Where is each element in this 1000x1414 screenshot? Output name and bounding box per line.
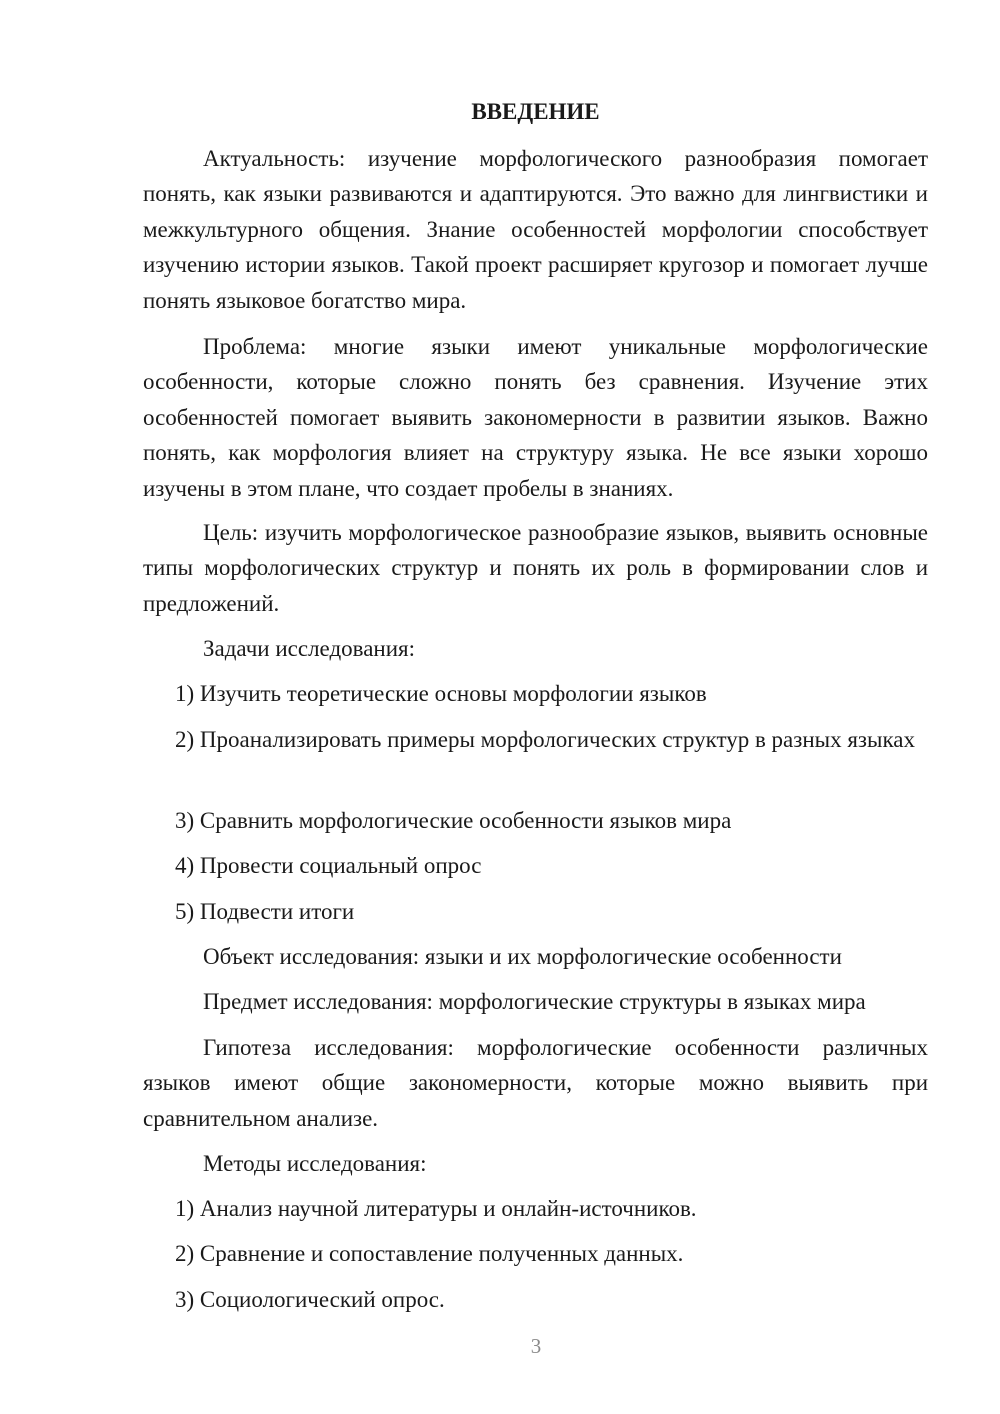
- relevance-paragraph: Актуальность: изучение морфологического разнообразия помогает понять, как языки развиваются и адаптируются. Это важно для лингвистики и межкультурного общения. Знание особенностей морфологии способствует изучению истории языков. Такой проект расширяет кругозор и помогает лучше понять языковое богатство мира.: [143, 146, 928, 313]
- hypothesis-paragraph: Гипотеза исследования: морфологические особенности различных языков имеют общие закономерности, которые можно выявить при сравнительном анализе.: [143, 1035, 928, 1131]
- methods-heading: Методы исследования:: [203, 1151, 427, 1176]
- task-item-3: 3) Сравнить морфологические особенности языков мира: [175, 808, 732, 833]
- tasks-heading: Задачи исследования:: [203, 636, 416, 661]
- method-item-3: 3) Социологический опрос.: [175, 1287, 445, 1312]
- task-item-1: 1) Изучить теоретические основы морфологии языков: [175, 681, 707, 706]
- page-heading: ВВЕДЕНИЕ: [471, 99, 600, 124]
- task-item-5: 5) Подвести итоги: [175, 899, 355, 924]
- object-line: Объект исследования: языки и их морфологические особенности: [203, 944, 842, 969]
- subject-line: Предмет исследования: морфологические структуры в языках мира: [203, 989, 866, 1014]
- method-item-2: 2) Сравнение и сопоставление полученных данных.: [175, 1241, 684, 1266]
- goal-paragraph: Цель: изучить морфологическое разнообразие языков, выявить основные типы морфологических структур и понять их роль в формировании слов и предложений.: [143, 520, 928, 616]
- method-item-1: 1) Анализ научной литературы и онлайн-источников.: [175, 1196, 697, 1221]
- task-item-2: 2) Проанализировать примеры морфологических структур в разных языках: [175, 727, 916, 752]
- problem-paragraph: Проблема: многие языки имеют уникальные морфологические особенности, которые сложно понять без сравнения. Изучение этих особенностей помогает выявить закономерности в развитии языков. Важно понять, как морфология влияет на структуру языка. Не все языки хорошо изучены в этом плане, что создает пробелы в знаниях.: [143, 334, 928, 501]
- task-item-4: 4) Провести социальный опрос: [175, 853, 482, 878]
- page-number: 3: [530, 1334, 542, 1358]
